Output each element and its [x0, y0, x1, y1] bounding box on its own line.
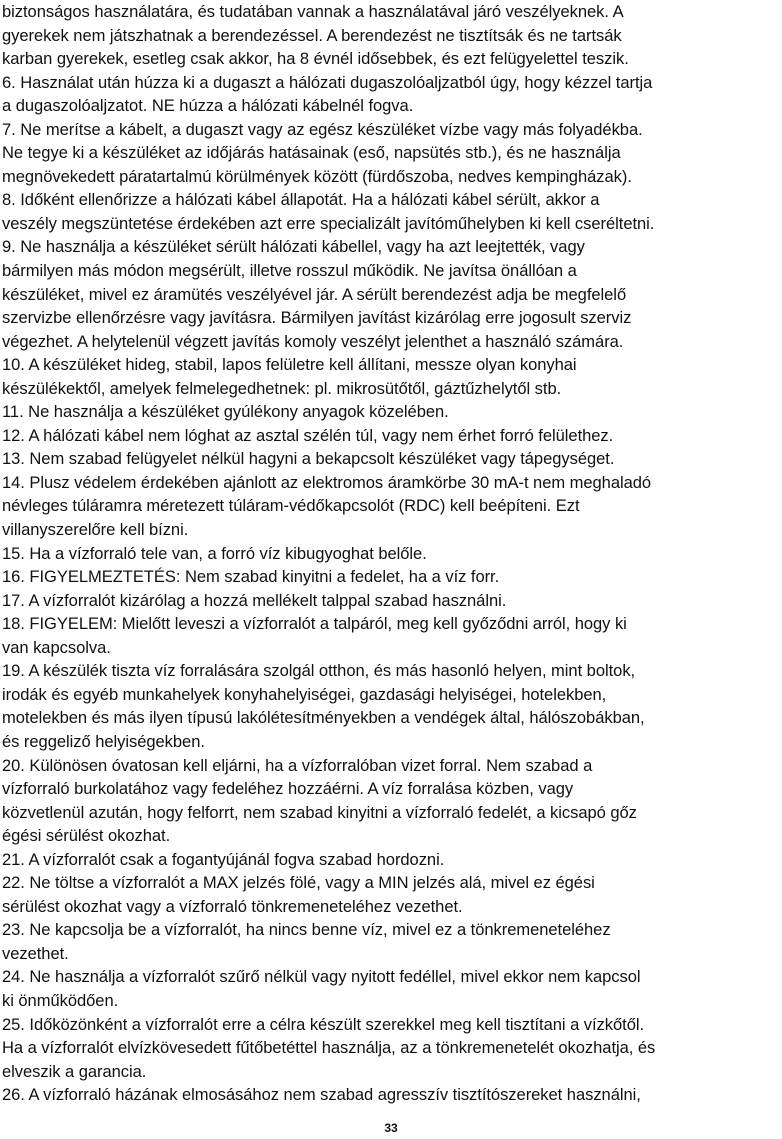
text-line: 13. Nem szabad felügyelet nélkül hagyni a bekapcsolt készüléket vagy tápegységet. — [2, 449, 615, 469]
text-line: 8. Időként ellenőrizze a hálózati kábel állapotát. Ha a hálózati kábel sérült, akkor a — [2, 190, 600, 210]
text-line: 15. Ha a vízforraló tele van, a forró víz kibugyoghat belőle. — [2, 543, 427, 563]
body-text — [2, 0, 782, 1107]
text-line: a dugaszolóaljzatot. NE húzza a hálózati kábelnél fogva. — [2, 96, 414, 116]
text-line: motelekben és más ilyen típusú lakólétesítményekben a vendégek által, hálószobákban, — [2, 708, 645, 728]
text-line: közvetlenül azután, hogy felforrt, nem szabad kinyitni a vízforraló fedelét, a kicsapó gőz — [2, 802, 637, 822]
text-line: veszély megszüntetése érdekében azt erre specializált javítóműhelyben ki kell cseréltetni. — [2, 213, 655, 233]
text-line: bármilyen más módon megsérült, illetve rosszul működik. Ne javítsa önállóan a — [2, 261, 577, 281]
text-line: 21. A vízforralót csak a fogantyújánál fogva szabad hordozni. — [2, 849, 445, 869]
text-line: 7. Ne merítse a kábelt, a dugaszt vagy az egész készüléket vízbe vagy más folyadékba. — [2, 119, 643, 139]
text-line: gyerekek nem játszhatnak a berendezéssel. A berendezést ne tisztítsák és ne tartsák — [2, 25, 622, 45]
text-line: biztonságos használatára, és tudatában vannak a használatával járó veszélyeknek. A — [2, 2, 624, 21]
text-line: 19. A készülék tiszta víz forralására szolgál otthon, és más hasonló helyen, mint boltok, — [2, 661, 636, 681]
text-line: 17. A vízforralót kizárólag a hozzá mellékelt talppal szabad használni. — [2, 590, 507, 610]
text-line: vízforraló burkolatához vagy fedeléhez hozzáérni. A víz forralása közben, vagy — [2, 779, 574, 799]
text-line: 23. Ne kapcsolja be a vízforralót, ha nincs benne víz, mivel ez a tönkremeneteléhez — [2, 920, 611, 940]
text-line: égési sérülést okozhat. — [2, 826, 171, 846]
text-line: 12. A hálózati kábel nem lóghat az asztal szélén túl, vagy nem érhet forró felülethez. — [2, 425, 614, 445]
text-line: 9. Ne használja a készüléket sérült hálózati kábellel, vagy ha azt leejtették, vagy — [2, 237, 585, 257]
text-line: ki önműködően. — [2, 990, 119, 1010]
text-line: megnövekedett páratartalmú körülmények között (fürdőszoba, nedves kempingházak). — [2, 166, 632, 186]
text-line: 25. Időközönként a vízforralót erre a célra készült szerekkel meg kell tisztítani a vízkőtől. — [2, 1014, 645, 1034]
text-line: 18. FIGYELEM: Mielőtt leveszi a vízforralót a talpáról, meg kell győződni arról, hogy ki — [2, 614, 627, 634]
text-line: 6. Használat után húzza ki a dugaszt a hálózati dugaszolóaljzatból úgy, hogy kézzel tartja — [2, 72, 653, 92]
text-line: készüléket, mivel ez áramütés veszélyével jár. A sérült berendezést adja be megfelelő — [2, 284, 627, 304]
text-line: szervizbe ellenőrzésre vagy javításra. Bármilyen javítást kizárólag erre jogosult szerviz — [2, 308, 632, 328]
page-number: 33 — [384, 1121, 398, 1135]
text-line: 14. Plusz védelem érdekében ajánlott az elektromos áramkörbe 30 mA-t nem meghaladó — [2, 472, 652, 492]
text-line: 11. Ne használja a készüléket gyúlékony anyagok közelében. — [2, 402, 449, 422]
text-line: végezhet. A helytelenül végzett javítás komoly veszélyt jelenthet a használó számára. — [2, 331, 624, 351]
text-line: sérülést okozhat vagy a vízforraló tönkremeneteléhez vezethet. — [2, 896, 463, 916]
text-line: villanyszerelőre kell bízni. — [2, 520, 189, 540]
text-line: 10. A készüléket hideg, stabil, lapos felületre kell állítani, messze olyan konyhai — [2, 355, 577, 375]
text-line: névleges túláramra méretezett túláram-védőkapcsolót (RDC) kell beépíteni. Ezt — [2, 496, 580, 516]
text-line: készülékektől, amelyek felmelegedhetnek: pl. mikrosütőtől, gáztűzhelytől stb. — [2, 378, 562, 398]
text-line: 16. FIGYELMEZTETÉS: Nem szabad kinyitni a fedelet, ha a víz forr. — [2, 567, 500, 587]
text-line: irodák és egyéb munkahelyek konyhahelyiségei, gazdasági helyiségei, hotelekben, — [2, 684, 607, 704]
text-line: vezethet. — [2, 943, 69, 963]
text-line: 24. Ne használja a vízforralót szűrő nélkül vagy nyitott fedéllel, mivel ekkor nem kapcsol — [2, 967, 641, 987]
text-line: karban gyerekek, esetleg csak akkor, ha 8 évnél idősebbek, és ezt felügyelettel teszik. — [2, 49, 629, 69]
text-line: Ne tegye ki a készüléket az időjárás hatásainak (eső, napsütés stb.), és ne használja — [2, 143, 621, 163]
text-line: és reggeliző helyiségekben. — [2, 731, 205, 751]
text-line: elveszik a garancia. — [2, 1061, 147, 1081]
text-line: 20. Különösen óvatosan kell eljárni, ha a vízforralóban vizet forral. Nem szabad a — [2, 755, 593, 775]
text-line: van kapcsolva. — [2, 637, 111, 657]
text-line: 22. Ne töltse a vízforralót a MAX jelzés fölé, vagy a MIN jelzés alá, mivel ez égési — [2, 873, 595, 893]
text-line: Ha a vízforralót elvízkövesedett fűtőbetéttel használja, az a tönkremenetelét okozhatja, és — [2, 1038, 656, 1058]
text-line: 26. A vízforraló házának elmosásához nem szabad agresszív tisztítószereket használni, — [2, 1085, 641, 1105]
